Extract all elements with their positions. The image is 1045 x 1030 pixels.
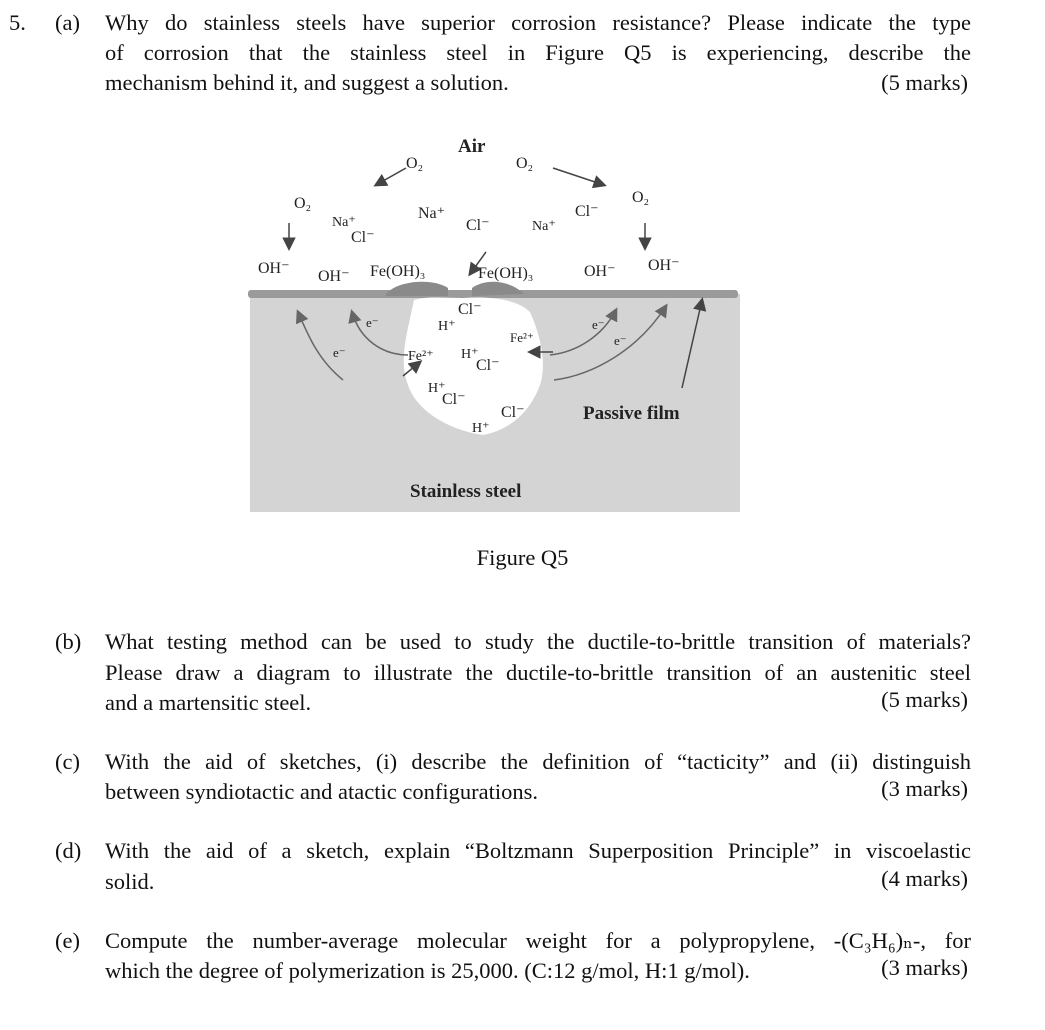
part-c-line-1: With the aid of sketches, (i) describe the definition of “tacticity” and (ii) distinguish [105,749,971,774]
label-h-4: H⁺ [472,421,490,436]
part-a-line-3: mechanism behind it, and suggest a solution. [105,70,509,95]
label-feoh3-left: Fe(OH)₃ [370,263,426,280]
label-e-4: e⁻ [614,333,627,348]
part-c-marks: (3 marks) [881,776,968,801]
figure-q5 [248,130,744,515]
label-h-1: H⁺ [438,319,456,334]
part-e-label: (e) [55,928,80,953]
label-cl-pit-4: Cl⁻ [501,404,525,421]
label-fe2-1: Fe²⁺ [510,330,534,345]
label-oh-4: OH⁻ [648,257,680,274]
part-b-marks: (5 marks) [881,687,968,712]
label-air: Air [458,136,486,157]
label-o2-top-left: O₂ [406,155,424,172]
corrosion-product-left [386,282,448,296]
part-c-label: (c) [55,749,80,774]
label-passive-film: Passive film [583,403,680,424]
label-fe2-2: Fe²⁺ [408,349,434,364]
label-oh-2: OH⁻ [318,268,350,285]
label-o2-left: O₂ [294,195,312,212]
label-na-1: Na⁺ [332,215,356,230]
label-na-2: Na⁺ [418,205,446,222]
label-cl-2: Cl⁻ [466,217,490,234]
label-o2-top-right: O₂ [516,155,534,172]
part-b-line-3: and a martensitic steel. [105,690,312,715]
oxygen-diffusion-arrow-right [553,168,604,185]
label-h-3: H⁺ [428,381,446,396]
label-cl-pit-1: Cl⁻ [458,301,482,318]
label-o2-right: O₂ [632,189,650,206]
part-a-label: (a) [55,10,80,35]
part-a-line-2: of corrosion that the stainless steel in Figure Q5 is experiencing, describe the [105,40,971,65]
label-cl-1: Cl⁻ [351,229,375,246]
label-cl-3: Cl⁻ [575,203,599,220]
label-e-1: e⁻ [366,315,379,330]
part-b-line-1: What testing method can be used to study the ductile-to-brittle transition of materials? [105,629,971,654]
label-cl-pit-3: Cl⁻ [442,391,466,408]
label-e-2: e⁻ [333,345,346,360]
figure-caption: Figure Q5 [476,545,569,570]
label-feoh3-right: Fe(OH)₃ [478,265,534,282]
part-b-line-2: Please draw a diagram to illustrate the ductile-to-brittle transition of an austenitic steel [105,660,971,685]
label-oh-1: OH⁻ [258,260,290,277]
part-c-line-2: between syndiotactic and atactic configurations. [105,779,538,804]
label-h-2: H⁺ [461,347,479,362]
label-stainless-steel: Stainless steel [410,481,522,502]
part-e-line-2: which the degree of polymerization is 25,000. (C:12 g/mol, H:1 g/mol). [105,958,750,983]
part-d-line-2: solid. [105,869,155,894]
part-d-marks: (4 marks) [881,866,968,891]
part-d-label: (d) [55,838,82,863]
question-number: 5. [9,10,26,35]
oxygen-diffusion-arrow-left [376,168,406,185]
part-a-marks: (5 marks) [881,70,968,95]
label-cl-pit-2: Cl⁻ [476,357,500,374]
part-a-line-1: Why do stainless steels have superior corrosion resistance? Please indicate the type [105,10,971,35]
part-d-line-1: With the aid of a sketch, explain “Boltzmann Superposition Principle” in viscoelastic [105,838,971,863]
label-oh-3: OH⁻ [584,263,616,280]
label-e-3: e⁻ [592,317,605,332]
part-e-line-1: Compute the number-average molecular weight for a polypropylene, -(C₃H₆)ₙ-, for [105,928,971,953]
part-b-label: (b) [55,629,82,654]
corrosion-product-right [472,282,524,296]
label-na-3: Na⁺ [532,219,556,234]
part-e-marks: (3 marks) [881,955,968,980]
